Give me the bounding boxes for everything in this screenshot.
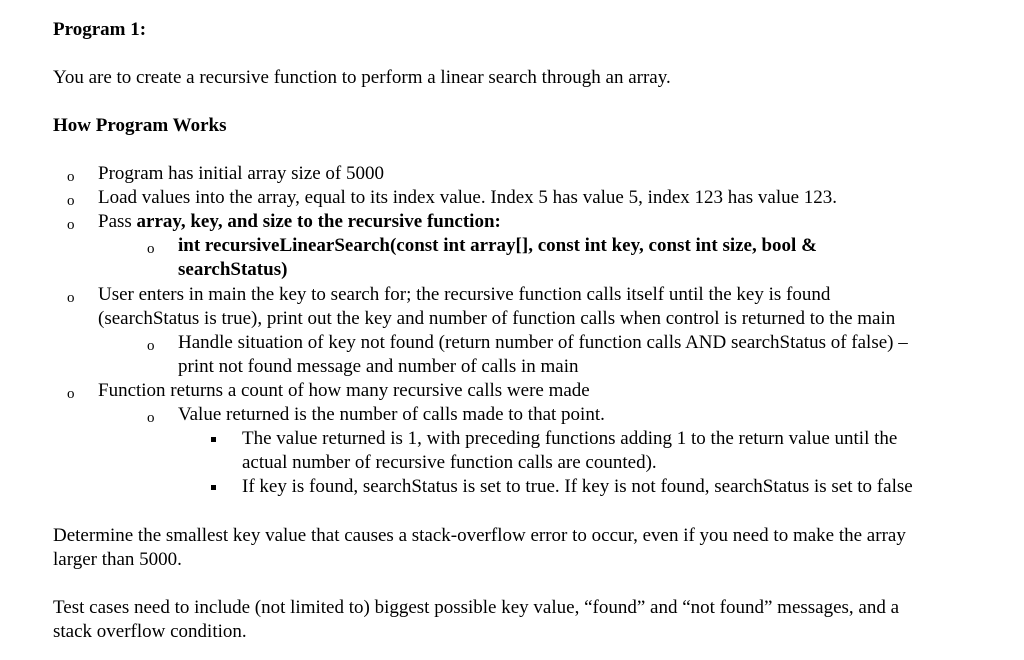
- square-bullet-marker: [211, 485, 216, 490]
- square-bullet-marker: [211, 437, 216, 442]
- bullet-marker: o: [67, 290, 75, 306]
- test-cases-para-line2: stack overflow condition.: [53, 621, 247, 642]
- intro-text: You are to create a recursive function to perform a linear search through an array.: [53, 67, 671, 88]
- bullet-marker: o: [67, 217, 75, 233]
- sub-bullet-marker: o: [147, 410, 155, 426]
- value-returned-detail-line2: actual number of recursive function calls are counted).: [242, 452, 657, 473]
- bullet-load-values: Load values into the array, equal to its index value. Index 5 has value 5, index 123 has value 123.: [98, 187, 838, 208]
- bullet-initial-array-size: Program has initial array size of 5000: [98, 163, 384, 184]
- not-found-handling-line1: Handle situation of key not found (return number of function calls AND searchStatus of false) –: [178, 332, 908, 353]
- program-title: Program 1:: [53, 19, 147, 40]
- stack-overflow-para-line2: larger than 5000.: [53, 549, 182, 570]
- sub-bullet-marker: o: [147, 338, 155, 354]
- section-heading: How Program Works: [53, 115, 227, 136]
- bullet-marker: o: [67, 169, 75, 185]
- function-signature-line2: searchStatus): [178, 259, 288, 280]
- value-returned-detail-line1: The value returned is 1, with preceding functions adding 1 to the return value until the: [242, 428, 898, 449]
- search-status-rule: If key is found, searchStatus is set to true. If key is not found, searchStatus is set to false: [242, 476, 913, 497]
- bullet-pass-args-prefix: Pass: [98, 211, 137, 232]
- function-signature-line1: int recursiveLinearSearch(const int array[], const int key, const int size, bool &: [178, 235, 817, 256]
- bullet-function-returns: Function returns a count of how many recursive calls were made: [98, 380, 590, 401]
- bullet-user-enters-line2: (searchStatus is true), print out the key and number of function calls when control is returned to the main: [98, 308, 896, 329]
- bullet-marker: o: [67, 193, 75, 209]
- bullet-marker: o: [67, 386, 75, 402]
- value-returned: Value returned is the number of calls made to that point.: [178, 404, 605, 425]
- not-found-handling-line2: print not found message and number of calls in main: [178, 356, 579, 377]
- sub-bullet-marker: o: [147, 241, 155, 257]
- bullet-pass-args: [98, 210, 501, 234]
- bullet-pass-args-bold: array, key, and size to the recursive function:: [136, 211, 501, 232]
- test-cases-para-line1: Test cases need to include (not limited to) biggest possible key value, “found” and “not found” messages, and a: [53, 597, 900, 618]
- stack-overflow-para-line1: Determine the smallest key value that causes a stack-overflow error to occur, even if you need to make the array: [53, 525, 906, 546]
- bullet-user-enters-line1: User enters in main the key to search for; the recursive function calls itself until the key is found: [98, 284, 831, 305]
